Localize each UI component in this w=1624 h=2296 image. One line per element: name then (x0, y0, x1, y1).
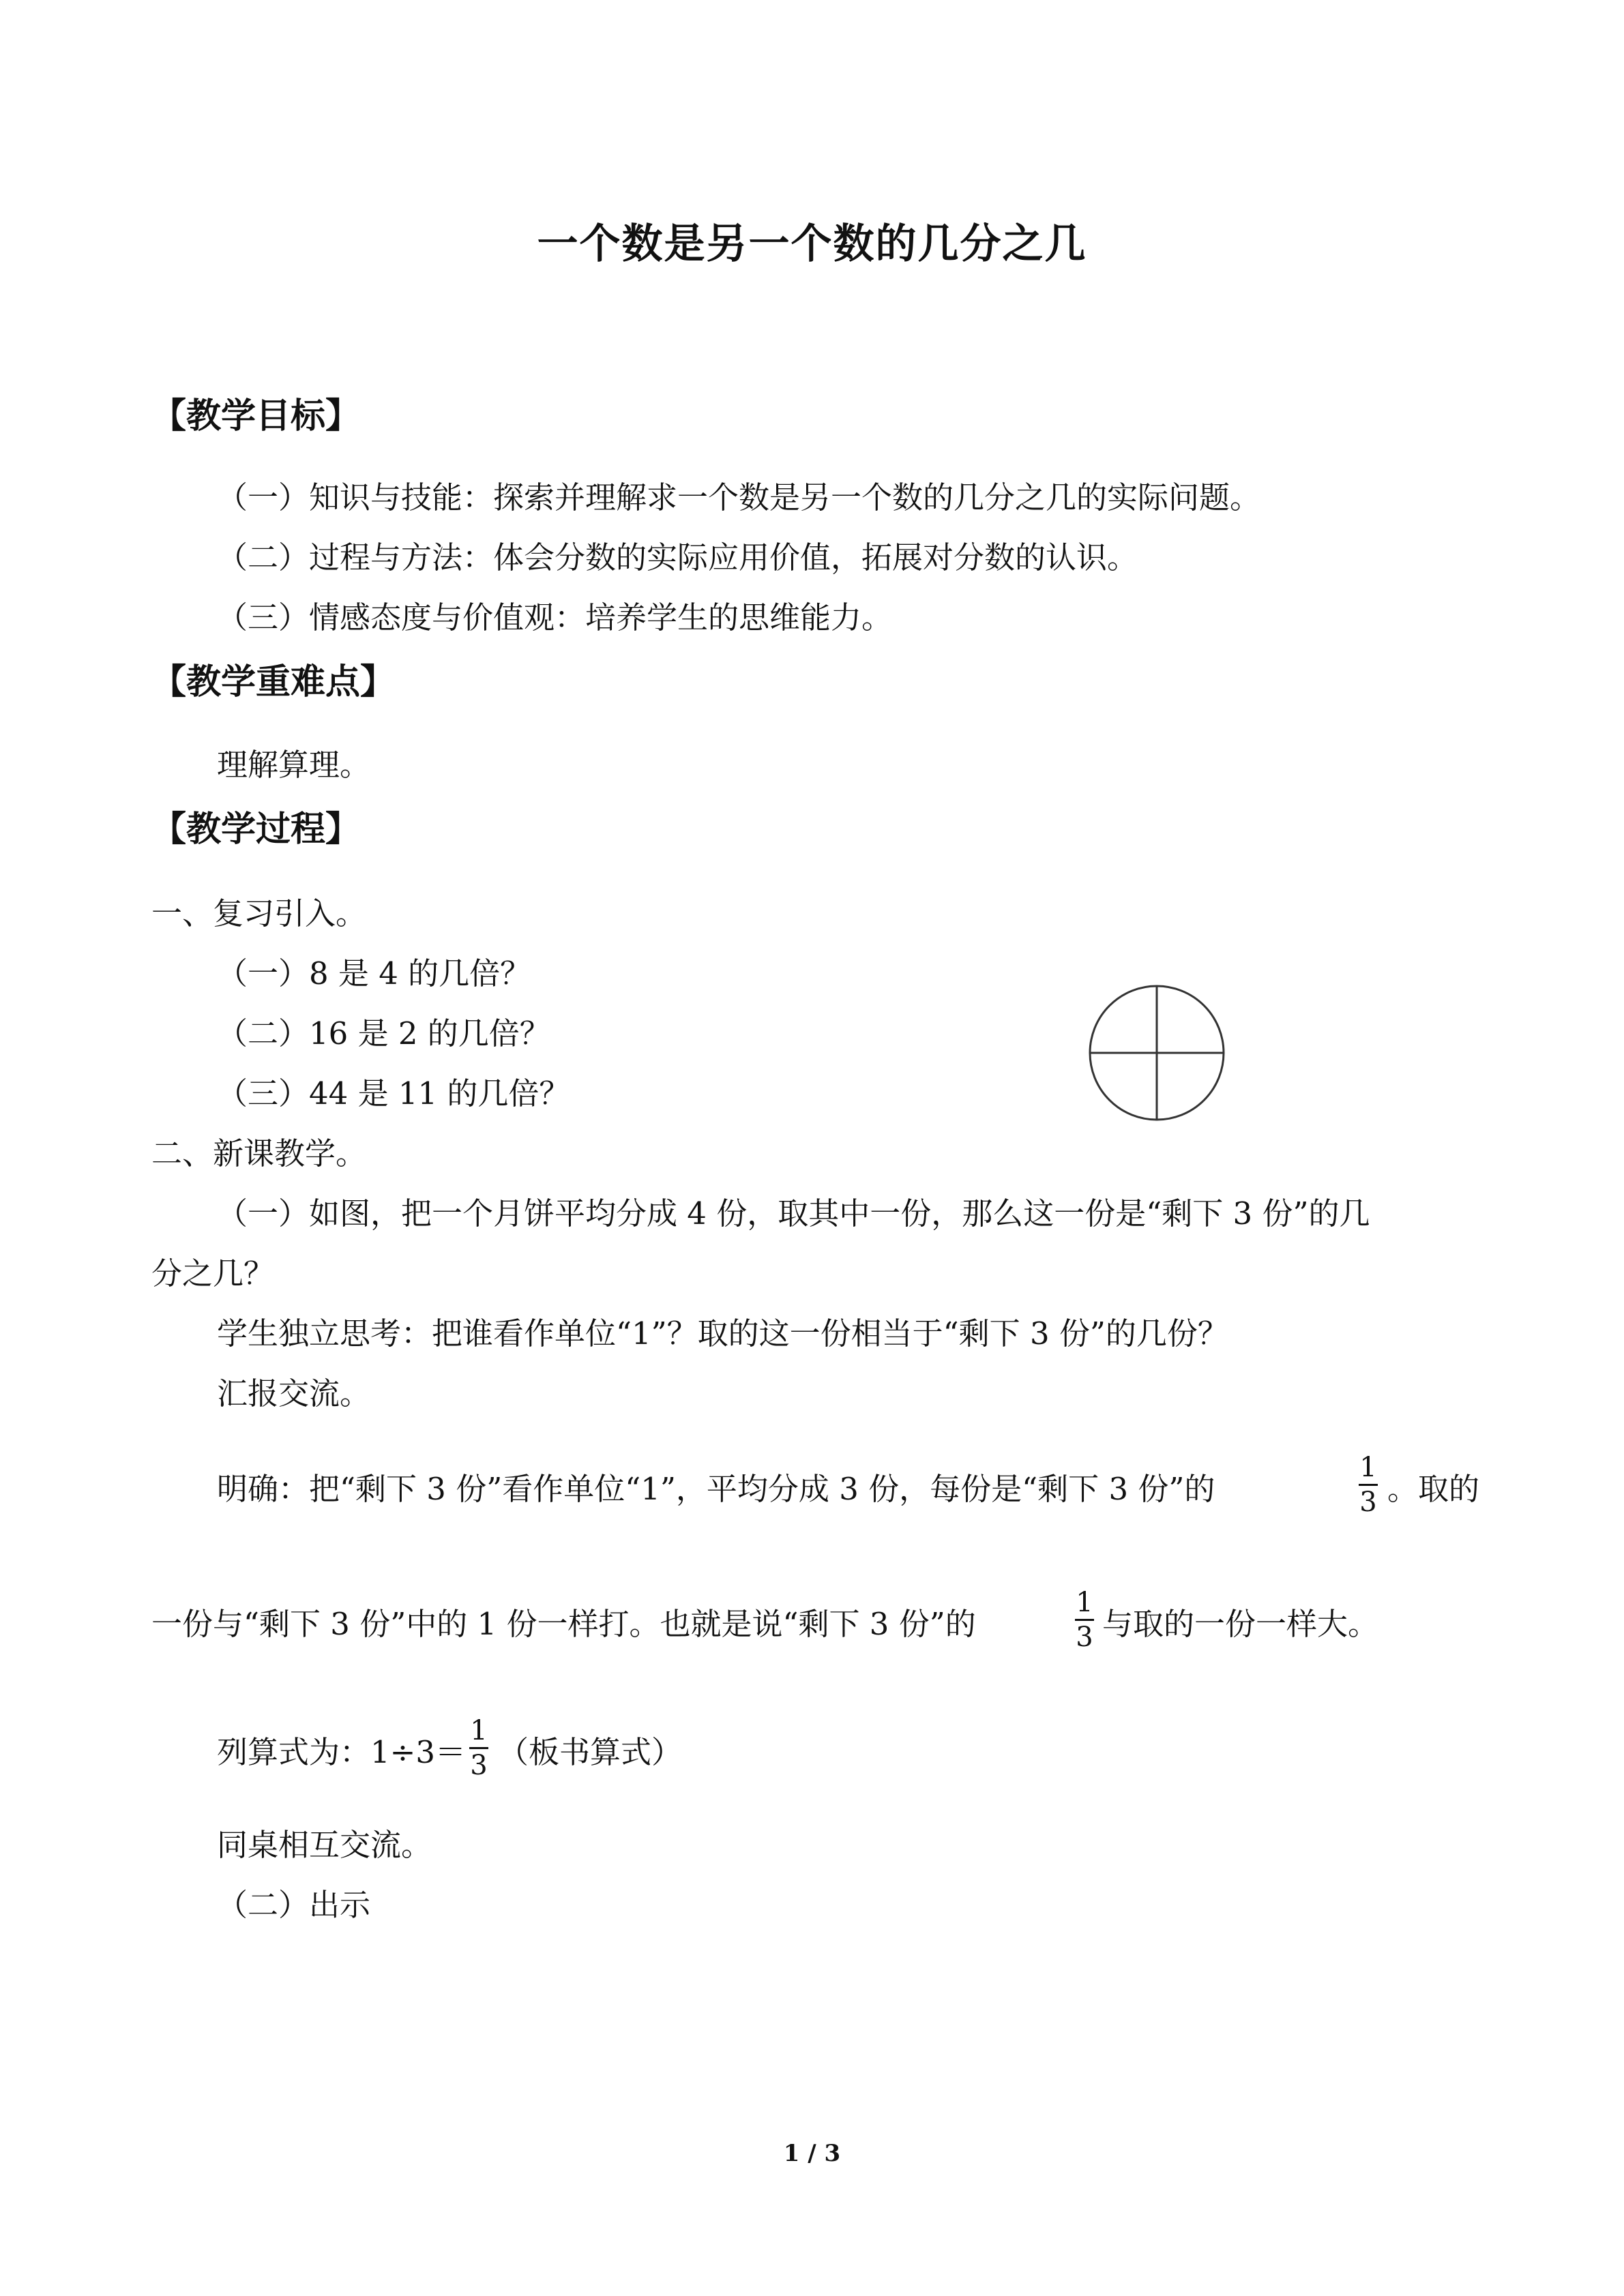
difficulty-text: 理解算理。 (217, 747, 371, 783)
fraction-denominator: 3 (470, 1750, 488, 1781)
section-heading-goals: 【教学目标】 (151, 396, 361, 436)
fraction-one-third (1071, 1587, 1098, 1652)
exchange-text: 同桌相互交流。 (217, 1827, 432, 1863)
fraction-denominator: 3 (1076, 1622, 1093, 1653)
section-heading-process: 【教学过程】 (151, 809, 361, 850)
question-line: （一）如图，把一个月饼平均分成 4 份，取其中一份，那么这一份是“剩下 3 份”的几 (217, 1195, 1370, 1232)
formula-note: （板书算式） (498, 1734, 683, 1770)
fraction-bar (1359, 1484, 1378, 1486)
formula-text: 列算式为：1÷3＝ (217, 1734, 466, 1770)
fraction-bar (1075, 1619, 1094, 1621)
fraction-one-third (1355, 1452, 1382, 1517)
fraction-numerator: 1 (1359, 1452, 1377, 1483)
review-heading: 一、复习引入。 (151, 895, 367, 931)
fraction-numerator: 1 (1076, 1587, 1093, 1618)
clarify-text: 。取的 (1387, 1471, 1480, 1507)
review-item: （二）16 是 2 的几倍？ (217, 1015, 550, 1052)
clarify-text: 与取的一份一样大。 (1102, 1606, 1379, 1642)
question-line: 分之几？ (151, 1255, 275, 1292)
page-title: 一个数是另一个数的几分之几 (537, 220, 1087, 268)
fraction-one-third (465, 1716, 492, 1780)
fraction-denominator: 3 (1359, 1487, 1377, 1518)
think-prompt: 学生独立思考：把谁看作单位“1”？取的这一份相当于“剩下 3 份”的几份？ (217, 1315, 1228, 1352)
page-number: 1 / 3 (783, 2140, 841, 2167)
newlesson-heading: 二、新课教学。 (151, 1135, 367, 1172)
fraction-numerator: 1 (470, 1715, 488, 1746)
mooncake-circle-diagram (1084, 981, 1229, 1125)
clarify-text: 一份与“剩下 3 份”中的 1 份一样打。也就是说“剩下 3 份”的 (151, 1606, 976, 1642)
goal-item: （三）情感态度与价值观：培养学生的思维能力。 (217, 599, 893, 636)
clarify-text: 明确：把“剩下 3 份”看作单位“1”，平均分成 3 份，每份是“剩下 3 份”的 (217, 1471, 1215, 1507)
review-item: （三）44 是 11 的几倍？ (217, 1075, 570, 1112)
report-text: 汇报交流。 (217, 1375, 371, 1412)
fraction-bar (469, 1747, 488, 1749)
review-item: （一）8 是 4 的几倍？ (217, 955, 531, 992)
section-heading-difficulty: 【教学重难点】 (151, 662, 396, 702)
goal-item: （二）过程与方法：体会分数的实际应用价值，拓展对分数的认识。 (217, 539, 1138, 576)
goal-item: （一）知识与技能：探索并理解求一个数是另一个数的几分之几的实际问题。 (217, 479, 1261, 516)
next-item: （二）出示 (217, 1887, 371, 1923)
